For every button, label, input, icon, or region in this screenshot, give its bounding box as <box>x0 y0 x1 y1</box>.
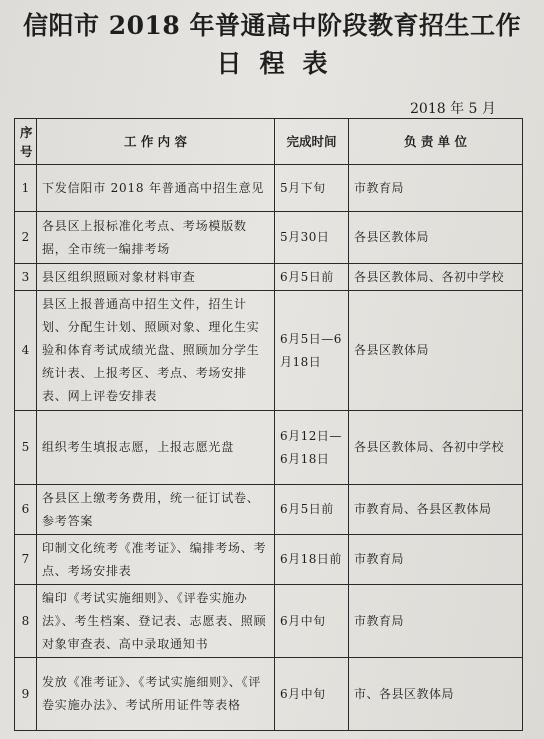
table-row <box>15 291 523 411</box>
row-task: 各县区上缴考务费用，统一征订试卷、参考答案 <box>37 485 275 535</box>
table-row <box>15 585 523 658</box>
row-unit: 市教育局 <box>349 535 523 585</box>
row-time: 6月5日前 <box>275 485 349 535</box>
header-unit: 负 责 单 位 <box>349 119 523 165</box>
table-row <box>15 485 523 535</box>
row-unit: 市教育局、各县区教体局 <box>349 485 523 535</box>
document-title: 信阳市 2018 年普通高中阶段教育招生工作 <box>23 11 521 40</box>
row-task: 组织考生填报志愿，上报志愿光盘 <box>37 411 275 485</box>
table-row <box>15 658 523 731</box>
row-no: 6 <box>15 485 37 535</box>
schedule-table <box>14 118 523 731</box>
header-no-line1: 序 <box>20 124 33 140</box>
table-header-row <box>15 119 523 165</box>
row-time: 6月中旬 <box>275 658 349 731</box>
row-task: 县区上报普通高中招生文件，招生计划、分配生计划、照顾对象、理化生实验和体育考试成绩光盘、照顾加分学生统计表、上报考区、考点、考场安排表、网上评卷安排表 <box>37 291 275 411</box>
row-time: 6月18日前 <box>275 535 349 585</box>
row-unit: 各县区教体局 <box>349 291 523 411</box>
row-time: 5月30日 <box>275 212 349 264</box>
row-unit: 市教育局 <box>349 585 523 658</box>
row-no: 4 <box>15 291 37 411</box>
row-task: 印制文化统考《准考证》、编排考场、考点、考场安排表 <box>37 535 275 585</box>
table-row <box>15 264 523 291</box>
row-unit: 各县区教体局、各初中学校 <box>349 411 523 485</box>
table-row <box>15 165 523 212</box>
document-subtitle: 日程表 <box>216 49 346 78</box>
row-task: 各县区上报标准化考点、考场模版数据，全市统一编排考场 <box>37 212 275 264</box>
table-row <box>15 212 523 264</box>
row-time: 6月中旬 <box>275 585 349 658</box>
row-task: 发放《准考证》、《考试实施细则》、《评卷实施办法》、考试所用证件等表格 <box>37 658 275 731</box>
table-row <box>15 535 523 585</box>
row-no: 1 <box>15 165 37 212</box>
row-time: 6月5日—6月18日 <box>275 291 349 411</box>
row-no: 9 <box>15 658 37 731</box>
document-date: 2018 年 5 月 <box>410 101 496 117</box>
row-task: 下发信阳市 2018 年普通高中招生意见 <box>37 165 275 212</box>
row-no: 2 <box>15 212 37 264</box>
row-unit: 各县区教体局 <box>349 212 523 264</box>
row-no: 7 <box>15 535 37 585</box>
row-no: 8 <box>15 585 37 658</box>
row-unit: 各县区教体局、各初中学校 <box>349 264 523 291</box>
row-no: 3 <box>15 264 37 291</box>
row-unit: 市、各县区教体局 <box>349 658 523 731</box>
table-row <box>15 411 523 485</box>
header-no-line2: 号 <box>20 143 33 159</box>
row-task: 县区组织照顾对象材料审查 <box>37 264 275 291</box>
row-time: 6月12日—6月18日 <box>275 411 349 485</box>
row-task: 编印《考试实施细则》、《评卷实施办法》、考生档案、登记表、志愿表、照顾对象审查表、高中录取通知书 <box>37 585 275 658</box>
row-no: 5 <box>15 411 37 485</box>
row-time: 6月5日前 <box>275 264 349 291</box>
header-task: 工 作 内 容 <box>37 119 275 165</box>
row-time: 5月下旬 <box>275 165 349 212</box>
header-time: 完成时间 <box>275 119 349 165</box>
header-no <box>15 119 37 165</box>
row-unit: 市教育局 <box>349 165 523 212</box>
